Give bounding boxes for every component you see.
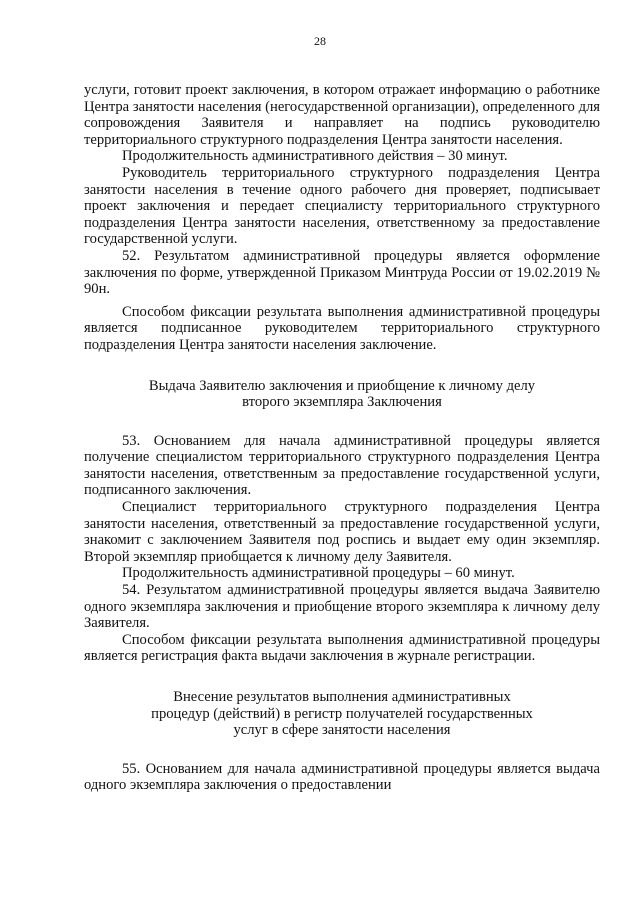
paragraph: услуги, готовит проект заключения, в котором отражает информацию о работнике Центра занятости населения (негосударственной организации), определенного для сопровождения Заявителя и направляет на подпись руководителю территориального структурного подразделения Центра занятости населения. — [84, 82, 600, 148]
page-number: 28 — [314, 34, 326, 48]
paragraph: Способом фиксации результата выполнения административной процедуры является подписанное руководителем территориального структурного подразделения Центра занятости населения заключение. — [84, 303, 600, 353]
heading-line: услуг в сфере занятости населения — [233, 722, 451, 739]
heading-line: Выдача Заявителю заключения и приобщение к личному делу — [148, 377, 536, 394]
heading-line: процедур (действий) в регистр получателей государственных — [151, 705, 533, 722]
paragraph: 55. Основанием для начала административной процедуры является выдача одного экземпляра заключения о предоставлении — [84, 760, 600, 794]
heading-line: Внесение результатов выполнения административных — [173, 689, 511, 705]
paragraph: Способом фиксации результата выполнения административной процедуры является регистрация факта выдачи заключения в журнале регистрации. — [84, 631, 600, 665]
paragraph: 53. Основанием для начала административной процедуры является получение специалистом территориального структурного подразделения Центра занятости населения, ответственным за предоставление государственной услуги, подписанного заключения. — [84, 432, 600, 499]
paragraph: Продолжительность административного действия – 30 минут. — [122, 148, 508, 165]
paragraph: 52. Результатом административной процедуры является оформление заключения по форме, утвержденной Приказом Минтруда России от 19.02.2019 № 90н. — [84, 247, 600, 298]
section-heading — [84, 378, 600, 411]
heading-line: второго экземпляра Заключения — [242, 394, 442, 411]
paragraph: Специалист территориального структурного подразделения Центра занятости населения, ответственный за предоставление государственной услуги, знакомит с заключением Заявителя под роспись и выдает ему один экземпляр. Второй экземпляр приобщается к личному делу Заявителя. — [84, 499, 600, 565]
paragraph: Руководитель территориального структурного подразделения Центра занятости населения в течение одного рабочего дня проверяет, подписывает проект заключения и передает специалисту территориального структурного подразделения Центра занятости населения, ответственному за предоставление государственной услуги. — [84, 164, 600, 248]
document-body — [84, 82, 600, 794]
paragraph: Продолжительность административной процедуры – 60 минут. — [122, 565, 515, 582]
section-heading — [84, 689, 600, 739]
paragraph: 54. Результатом административной процедуры является выдача Заявителю одного экземпляра заключения и приобщение второго экземпляра к личному делу Заявителя. — [84, 582, 600, 632]
